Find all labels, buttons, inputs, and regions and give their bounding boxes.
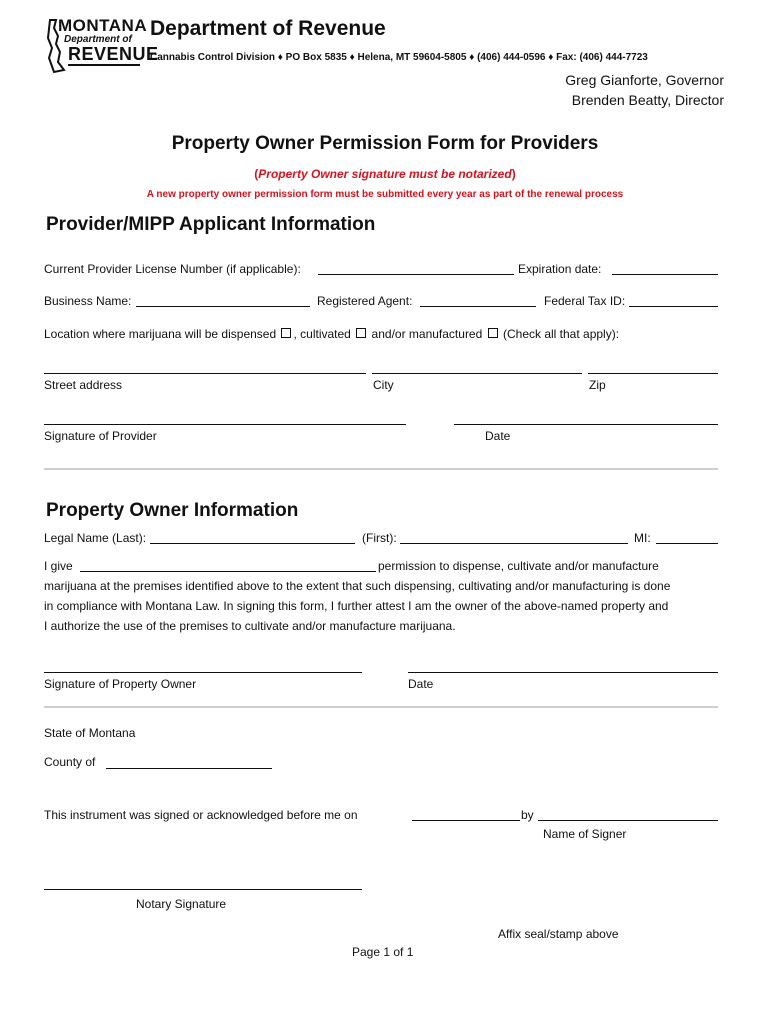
provider-section-heading: Provider/MIPP Applicant Information [46, 214, 376, 235]
director-name: Brenden Beatty, Director [571, 92, 724, 108]
name-of-signer-label: Name of Signer [543, 827, 627, 841]
expiration-date-field[interactable] [612, 274, 718, 275]
owner-signature-field[interactable] [44, 672, 362, 673]
city-label: City [373, 378, 394, 392]
provider-signature-field[interactable] [44, 424, 406, 425]
provider-date-field[interactable] [454, 424, 718, 425]
instrument-signed-label: This instrument was signed or acknowledged before me on [44, 808, 358, 822]
zip-label: Zip [589, 378, 606, 392]
paragraph-line: in compliance with Montana Law. In signing this form, I further attest I am the owner of the above-named property and [44, 599, 669, 613]
governor-name: Greg Gianforte, Governor [565, 72, 724, 88]
logo-department-text: Department of [64, 34, 132, 45]
renewal-notice: A new property owner permission form must be submitted every year as part of the renewal process [146, 189, 624, 200]
street-address-label: Street address [44, 378, 123, 392]
notice-open-paren: ( [254, 167, 259, 181]
street-address-field[interactable] [44, 373, 366, 374]
federal-tax-id-label: Federal Tax ID: [544, 294, 626, 308]
location-cultivated-text: , cultivated [293, 327, 351, 341]
notarized-notice [0, 167, 770, 181]
city-field[interactable] [372, 373, 582, 374]
zip-field[interactable] [588, 373, 718, 374]
manufactured-checkbox[interactable] [488, 328, 498, 338]
state-label: State of Montana [44, 726, 136, 740]
montana-dor-logo [44, 16, 159, 72]
legal-last-name-field[interactable] [150, 543, 355, 544]
middle-initial-field[interactable] [656, 543, 718, 544]
signed-date-field[interactable] [412, 820, 520, 821]
license-number-label: Current Provider License Number (if applicable): [44, 262, 301, 276]
permission-paragraph [44, 576, 734, 636]
affix-seal-label: Affix seal/stamp above [498, 927, 619, 941]
logo-underline [68, 64, 140, 66]
logo-montana-text: MONTANA [58, 16, 148, 35]
owner-section-heading: Property Owner Information [46, 500, 299, 521]
owner-date-label: Date [408, 677, 434, 691]
federal-tax-id-field[interactable] [629, 306, 718, 307]
owner-date-field[interactable] [408, 672, 718, 673]
provider-signature-label: Signature of Provider [44, 429, 157, 443]
registered-agent-label: Registered Agent: [317, 294, 413, 308]
first-name-field[interactable] [400, 543, 628, 544]
county-field[interactable] [106, 768, 272, 769]
registered-agent-field[interactable] [420, 306, 536, 307]
expiration-date-label: Expiration date: [518, 262, 602, 276]
location-dispensed-text: Location where marijuana will be dispensed [44, 327, 277, 341]
middle-initial-label: MI: [634, 531, 651, 545]
paragraph-line: I authorize the use of the premises to cultivate and/or manufacture marijuana. [44, 619, 456, 633]
dispensed-checkbox[interactable] [281, 328, 291, 338]
county-label: County of [44, 755, 96, 769]
license-number-field[interactable] [318, 274, 514, 275]
paragraph-line: marijuana at the premises identified above to the extent that such dispensing, cultivating and/or manufacturing is done [44, 579, 671, 593]
form-title: Property Owner Permission Form for Providers [171, 133, 599, 154]
notary-signature-field[interactable] [44, 889, 362, 890]
location-manufactured-text: and/or manufactured [371, 327, 483, 341]
provider-date-label: Date [485, 429, 511, 443]
business-name-field[interactable] [136, 306, 310, 307]
notice-text: Property Owner signature must be notarized [258, 167, 512, 181]
by-label: by [521, 808, 534, 822]
logo-revenue-text: REVENUE [68, 44, 159, 64]
notice-close-paren: ) [511, 167, 516, 181]
business-name-label: Business Name: [44, 294, 132, 308]
legal-last-name-label: Legal Name (Last): [44, 531, 147, 545]
permission-text: permission to dispense, cultivate and/or manufacture [378, 559, 659, 573]
cultivated-checkbox[interactable] [356, 328, 366, 338]
i-give-label: I give [44, 559, 73, 573]
location-check-all-text: (Check all that apply): [502, 327, 620, 341]
signer-name-field[interactable] [538, 820, 718, 821]
notary-signature-label: Notary Signature [136, 897, 227, 911]
owner-name-permission-field[interactable] [80, 571, 376, 572]
department-title: Department of Revenue [150, 17, 386, 40]
location-type-row [44, 327, 619, 341]
owner-signature-label: Signature of Property Owner [44, 677, 197, 691]
section-divider [44, 468, 718, 470]
section-divider [44, 706, 718, 708]
department-contact-line: Cannabis Control Division ♦ PO Box 5835 ♦ Helena, MT 59604-5805 ♦ (406) 444-0596 ♦ Fax: (406) 444-7723 [150, 52, 648, 63]
page-number: Page 1 of 1 [352, 945, 414, 959]
first-name-label: (First): [362, 531, 397, 545]
